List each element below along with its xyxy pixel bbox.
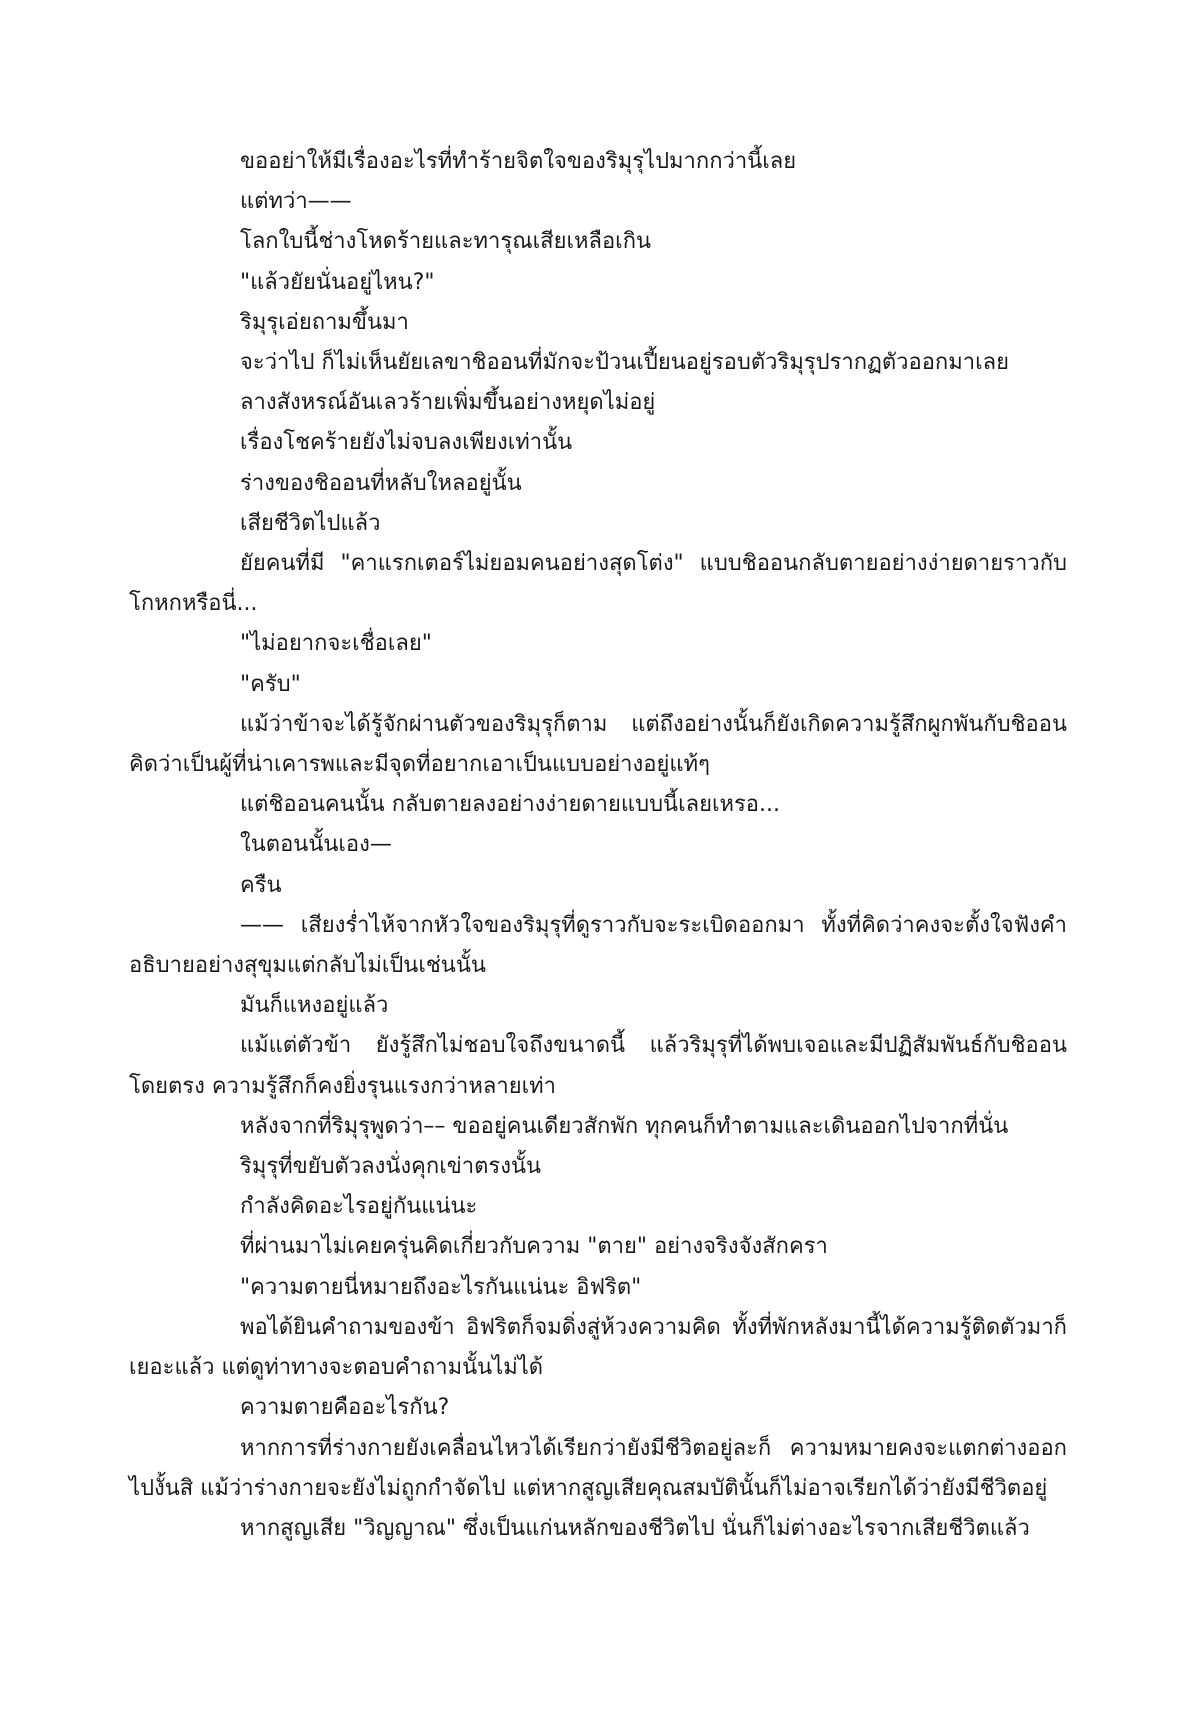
paragraph: แม้ว่าข้าจะได้รู้จักผ่านตัวของริมุรุก็ตาม แต่ถึงอย่างนั้นก็ยังเกิดความรู้สึกผูกพันกับชิออนคิดว่าเป็นผู้ที่น่าเคารพและมีจุดที่อยากเอาเป็นแบบอย่างอยู่แท้ๆ [129,711,1067,778]
paragraph: หากสูญเสีย "วิญญาณ" ซึ่งเป็นแก่นหลักของชีวิตไป นั่นก็ไม่ต่างอะไรจากเสียชีวิตแล้ว [240,1515,1030,1541]
paragraph: มันก็แหงอยู่แล้ว [240,993,389,1019]
paragraph: ริมุรุเอ่ยถามขึ้นมา [240,309,409,335]
paragraph: หากการที่ร่างกายยังเคลื่อนไหวได้เรียกว่ายังมีชีวิตอยู่ละก็ ความหมายคงจะแตกต่างออกไปงั้นสิ แม้ว่าร่างกายจะยังไม่ถูกกำจัดไป แต่หากสูญเสียคุณสมบัตินั้นก็ไม่อาจเรียกได้ว่ายังมีชีวิตอยู่ [129,1435,1067,1501]
body-text [129,142,1067,1549]
paragraph: แต่ชิออนคนนั้น กลับตายลงอย่างง่ายดายแบบนี้เลยเหรอ... [240,792,780,818]
paragraph: "แล้วยัยนั่นอยู่ไหน?" [240,269,435,295]
paragraph: ร่างของชิออนที่หลับใหลอยู่นั้น [240,470,522,496]
paragraph: ที่ผ่านมาไม่เคยครุ่นคิดเกี่ยวกับความ "ตาย" อย่างจริงจังสักครา [240,1234,828,1260]
paragraph: จะว่าไป ก็ไม่เห็นยัยเลขาชิออนที่มักจะป้วนเปี้ยนอยู่รอบตัวริมุรุปรากฏตัวออกมาเลย [240,350,1009,376]
paragraph: ขออย่าให้มีเรื่องอะไรที่ทำร้ายจิตใจของริมุรุไปมากกว่านี้เลย [240,149,797,174]
paragraph: พอได้ยินคำถามของข้า อิฟริตก็จมดิ่งสู่ห้วงความคิด ทั้งที่พักหลังมานี้ได้ความรู้ติดตัวมาก็เยอะแล้ว แต่ดูท่าทางจะตอบคำถามนั้นไม่ได้ [129,1314,1067,1381]
paragraph: กำลังคิดอะไรอยู่กันแน่นะ [240,1194,478,1220]
paragraph: หลังจากที่ริมุรุพูดว่า–– ขออยู่คนเดียวสักพัก ทุกคนก็ทำตามและเดินออกไปจากที่นั่น [240,1113,1009,1139]
paragraph: เสียชีวิตไปแล้ว [240,510,381,536]
paragraph: แม้แต่ตัวข้า ยังรู้สึกไม่ชอบใจถึงขนาดนี้ แล้วริมุรุที่ได้พบเจอและมีปฏิสัมพันธ์กับชิออนโดยตรง ความรู้สึกก็คงยิ่งรุนแรงกว่าหลายเท่า [129,1033,1067,1099]
paragraph: ความตายคืออะไรกัน? [240,1395,450,1421]
paragraph: ริมุรุที่ขยับตัวลงนั่งคุกเข่าตรงนั้น [240,1154,542,1180]
paragraph: "ความตายนี่หมายถึงอะไรกันแน่นะ อิฟริต" [240,1274,642,1300]
paragraph: ยัยคนที่มี "คาแรกเตอร์ไม่ยอมคนอย่างสุดโต่ง" แบบชิออนกลับตายอย่างง่ายดายราวกับโกหกหรือนี่... [129,551,1067,617]
paragraph: แต่ทว่า—— [240,189,352,215]
paragraph: โลกใบนี้ช่างโหดร้ายและทารุณเสียเหลือเกิน [240,229,652,255]
paragraph: —— เสียงร่ำไห้จากหัวใจของริมุรุที่ดูราวกับจะระเบิดออกมา ทั้งที่คิดว่าคงจะตั้งใจฟังคำอธิบายอย่างสุขุมแต่กลับไม่เป็นเช่นนั้น [129,912,1067,979]
paragraph: ในตอนนั้นเอง— [240,832,392,858]
paragraph: ครืน [240,872,282,898]
paragraph: เรื่องโชคร้ายยังไม่จบลงเพียงเท่านั้น [240,430,573,456]
paragraph: ลางสังหรณ์อันเลวร้ายเพิ่มขึ้นอย่างหยุดไม่อยู่ [240,390,656,416]
paragraph: "ครับ" [240,671,301,697]
paragraph: "ไม่อยากจะเชื่อเลย" [240,631,432,657]
